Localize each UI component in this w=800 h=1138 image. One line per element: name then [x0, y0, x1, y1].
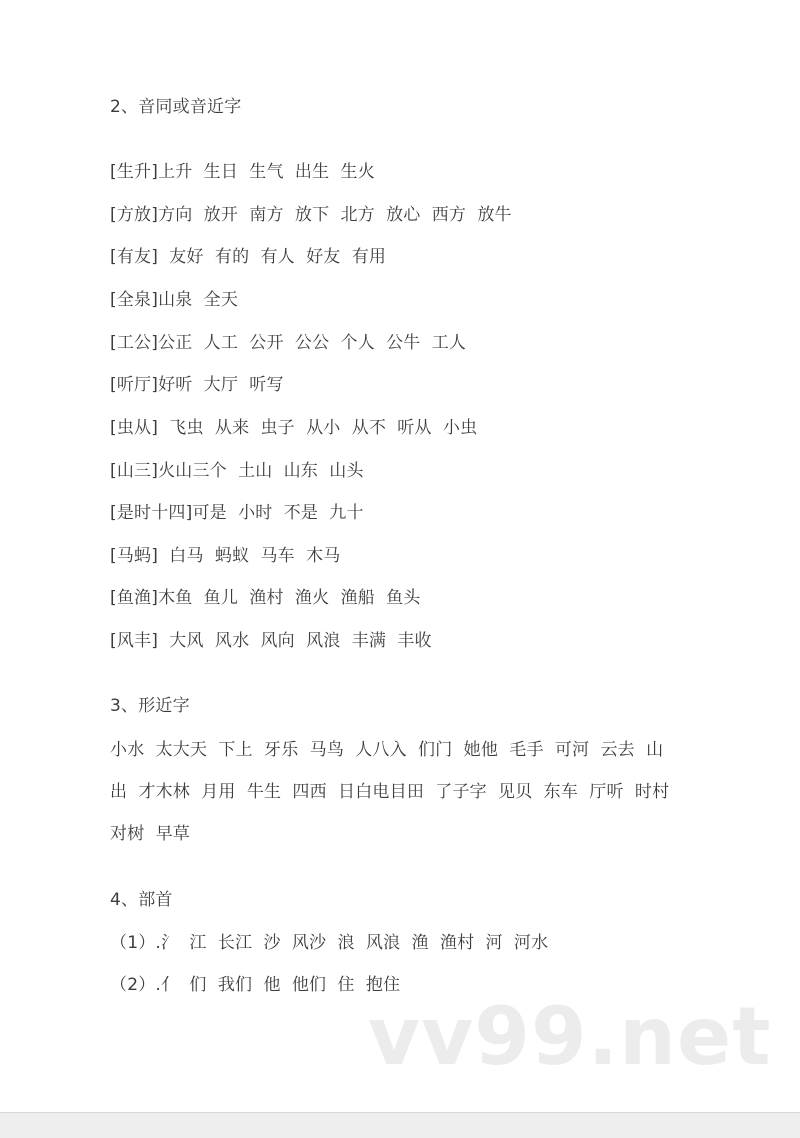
text-line: [是时十四]可是 小时 不是 九十 [110, 503, 364, 523]
text-line: [方放]方向 放开 南方 放下 北方 放心 西方 放牛 [110, 205, 512, 225]
page-bottom-edge [0, 1112, 800, 1138]
text-line: （1）.氵 江 长江 沙 风沙 浪 风浪 渔 渔村 河 河水 [110, 933, 549, 953]
text-line: [虫从] 飞虫 从来 虫子 从小 从不 听从 小虫 [110, 418, 478, 438]
text-line: [马蚂] 白马 蚂蚁 马车 木马 [110, 546, 341, 566]
text-line: [工公]公正 人工 公开 公公 个人 公牛 工人 [110, 333, 467, 353]
text-line: [鱼渔]木鱼 鱼儿 渔村 渔火 渔船 鱼头 [110, 588, 421, 608]
text-line: [生升]上升 生日 生气 出生 生火 [110, 162, 375, 182]
section-4-heading: 4、部首 [110, 890, 173, 910]
text-line: [全泉]山泉 全天 [110, 290, 239, 310]
section-3-heading: 3、形近字 [110, 696, 190, 716]
text-line: [山三]火山三个 土山 山东 山头 [110, 461, 364, 481]
text-line: 出 才木林 月用 牛生 四西 日白电目田 了子字 见贝 东车 厅听 时村 [110, 782, 670, 802]
text-line: [听厅]好听 大厅 听写 [110, 375, 284, 395]
text-line: 对树 早草 [110, 824, 191, 844]
text-line: [风丰] 大风 风水 风向 风浪 丰满 丰收 [110, 631, 432, 651]
text-line: 小水 太大天 下上 牙乐 马鸟 人八入 们门 她他 毛手 可河 云去 山 [110, 740, 664, 760]
text-line: （2）.亻 们 我们 他 他们 住 抱住 [110, 975, 401, 995]
watermark: vv99.net [368, 990, 772, 1083]
section-2-heading: 2、音同或音近字 [110, 97, 242, 117]
text-line: [有友] 友好 有的 有人 好友 有用 [110, 247, 387, 267]
